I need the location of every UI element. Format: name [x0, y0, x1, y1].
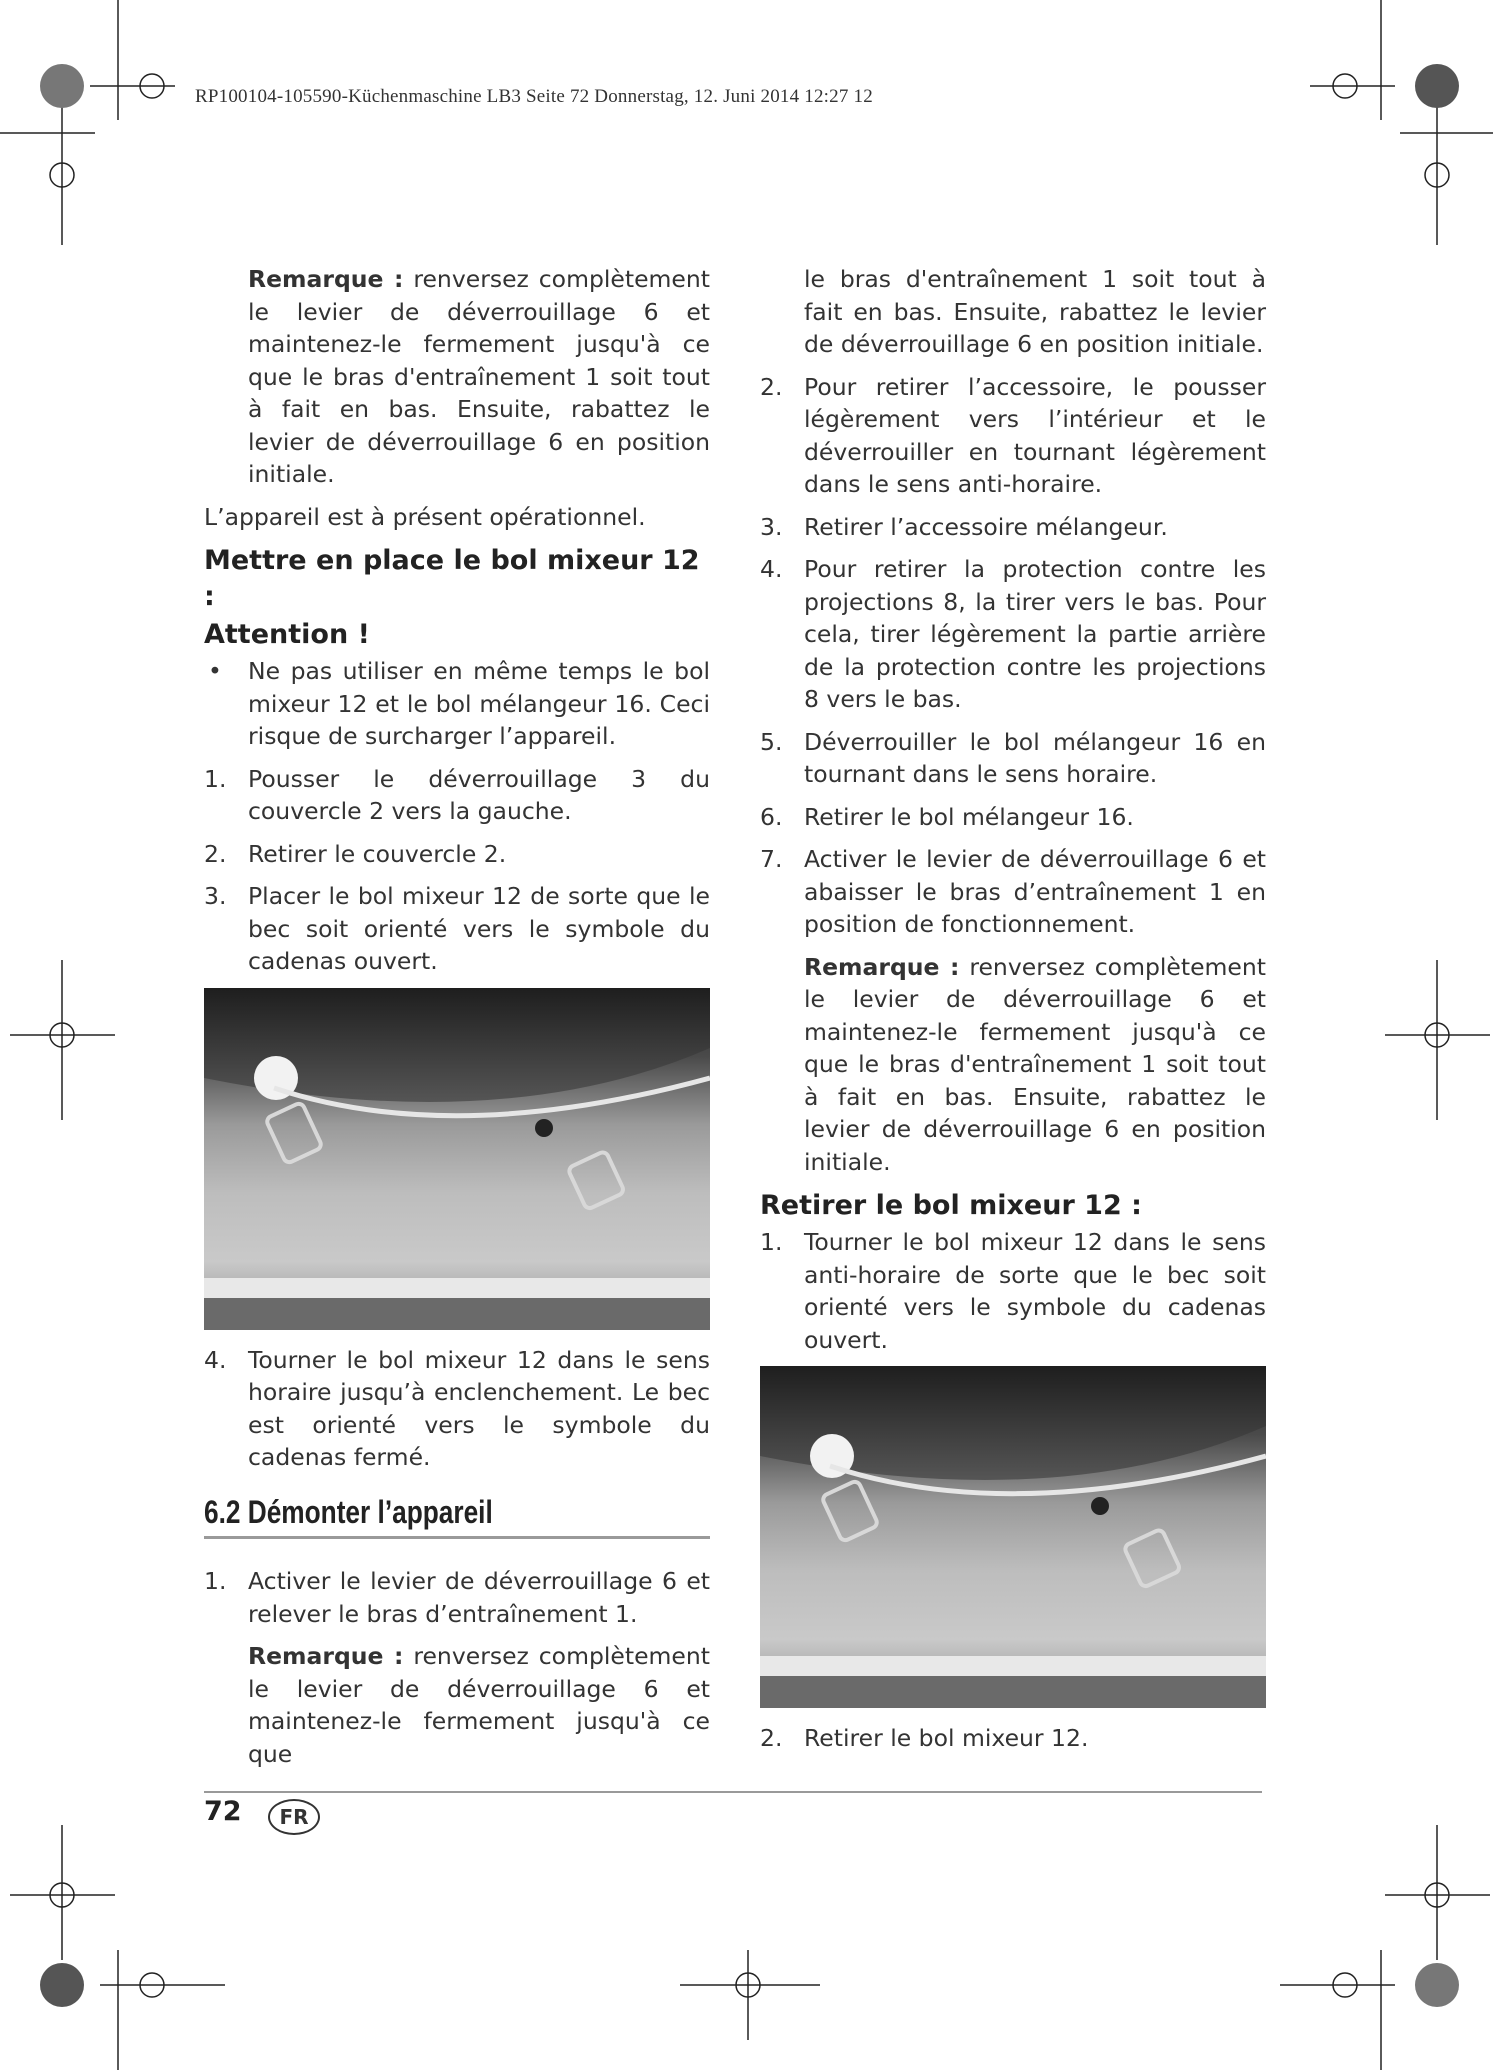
step-text: Déverrouiller le bol mélangeur 16 en tournant dans le sens horaire.	[804, 727, 1266, 788]
step-number: 4.	[760, 555, 783, 583]
attention-heading: Attention !	[204, 619, 370, 650]
step-number: 5.	[760, 727, 783, 756]
section-title: 6.2 Démonter l’appareil	[204, 1493, 493, 1530]
step-text: Pousser le déverrouillage 3 du couvercle 2 vers la gauche.	[248, 764, 710, 825]
step-number: 1.	[204, 1567, 227, 1595]
ready-text: L’appareil est à présent opérationnel.	[204, 502, 646, 531]
step-text: Tourner le bol mixeur 12 dans le sens anti-horaire de sorte que le bec soit orienté vers le symbole du cadenas ouvert.	[804, 1228, 1266, 1354]
step-number: 2.	[204, 839, 227, 868]
step-text: Retirer l’accessoire mélangeur.	[804, 512, 1168, 541]
heading-place-bowl: Mettre en place le bol mixeur 12 :	[204, 545, 700, 612]
note-text: renversez complètement le levier de déverrouillage 6 et maintenez-le fermement jusqu'à ce que	[248, 1642, 710, 1768]
step-number: 2.	[760, 1724, 783, 1752]
step-text: Retirer le couvercle 2.	[248, 839, 507, 868]
step-text: Activer le levier de déverrouillage 6 et relever le bras d’entraînement 1.	[248, 1567, 710, 1628]
note-text: renversez complètement le levier de déverrouillage 6 et maintenez-le fermement jusqu'à ce que le bras d'entraînement 1 soit tout à fait en bas. Ensuite, rabattez le levier de déverrouillage 6 en position initiale.	[804, 952, 1266, 1176]
step-number: 3.	[204, 882, 227, 910]
page-number: 72	[204, 1796, 242, 1827]
heading-remove-bowl: Retirer le bol mixeur 12 :	[760, 1190, 1142, 1221]
step-text: Pour retirer la protection contre les projections 8, la tirer vers le bas. Pour cela, tirer légèrement la partie arrière de la protection contre les projections 8 vers le bas.	[804, 555, 1266, 713]
step-text: Retirer le bol mélangeur 16.	[804, 802, 1134, 831]
language-badge: FR	[268, 1799, 320, 1835]
bullet-dot-icon: •	[208, 657, 222, 685]
note-label: Remarque :	[804, 952, 960, 981]
step-number: 1.	[204, 764, 227, 793]
note-label: Remarque :	[248, 1642, 404, 1670]
step-text: Activer le levier de déverrouillage 6 et abaisser le bras d’entraînement 1 en position de fonctionnement.	[804, 845, 1266, 938]
note-label: Remarque :	[248, 265, 404, 293]
step-text: Tourner le bol mixeur 12 dans le sens horaire jusqu’à enclenchement. Le bec est orienté vers le symbole du cadenas fermé.	[248, 1345, 710, 1471]
step-text: Placer le bol mixeur 12 de sorte que le bec soit orienté vers le symbole du cadenas ouvert.	[248, 882, 710, 975]
step-number: 3.	[760, 512, 783, 541]
step-number: 2.	[760, 372, 783, 401]
step-text: Pour retirer l’accessoire, le pousser légèrement vers l’intérieur et le déverrouiller en tournant légèrement dans le sens anti-horaire.	[804, 372, 1266, 498]
bullet-text: Ne pas utiliser en même temps le bol mixeur 12 et le bol mélangeur 16. Ceci risque de surcharger l’appareil.	[248, 657, 710, 750]
step-number: 1.	[760, 1228, 783, 1256]
print-slug: RP100104-105590-Küchenmaschine LB3 Seite 72 Donnerstag, 12. Juni 2014 12:27 12	[195, 86, 873, 107]
step-number: 7.	[760, 845, 783, 873]
note-continued: le bras d'entraînement 1 soit tout à fait en bas. Ensuite, rabattez le levier de déverrouillage 6 en position initiale.	[804, 265, 1266, 358]
step-number: 6.	[760, 802, 783, 831]
step-text: Retirer le bol mixeur 12.	[804, 1724, 1089, 1752]
step-number: 4.	[204, 1345, 227, 1374]
note-text: renversez complètement le levier de déverrouillage 6 et maintenez-le fermement jusqu'à ce que le bras d'entraînement 1 soit tout à fait en bas. Ensuite, rabattez le levier de déverrouillage 6 en position initiale.	[248, 265, 710, 488]
